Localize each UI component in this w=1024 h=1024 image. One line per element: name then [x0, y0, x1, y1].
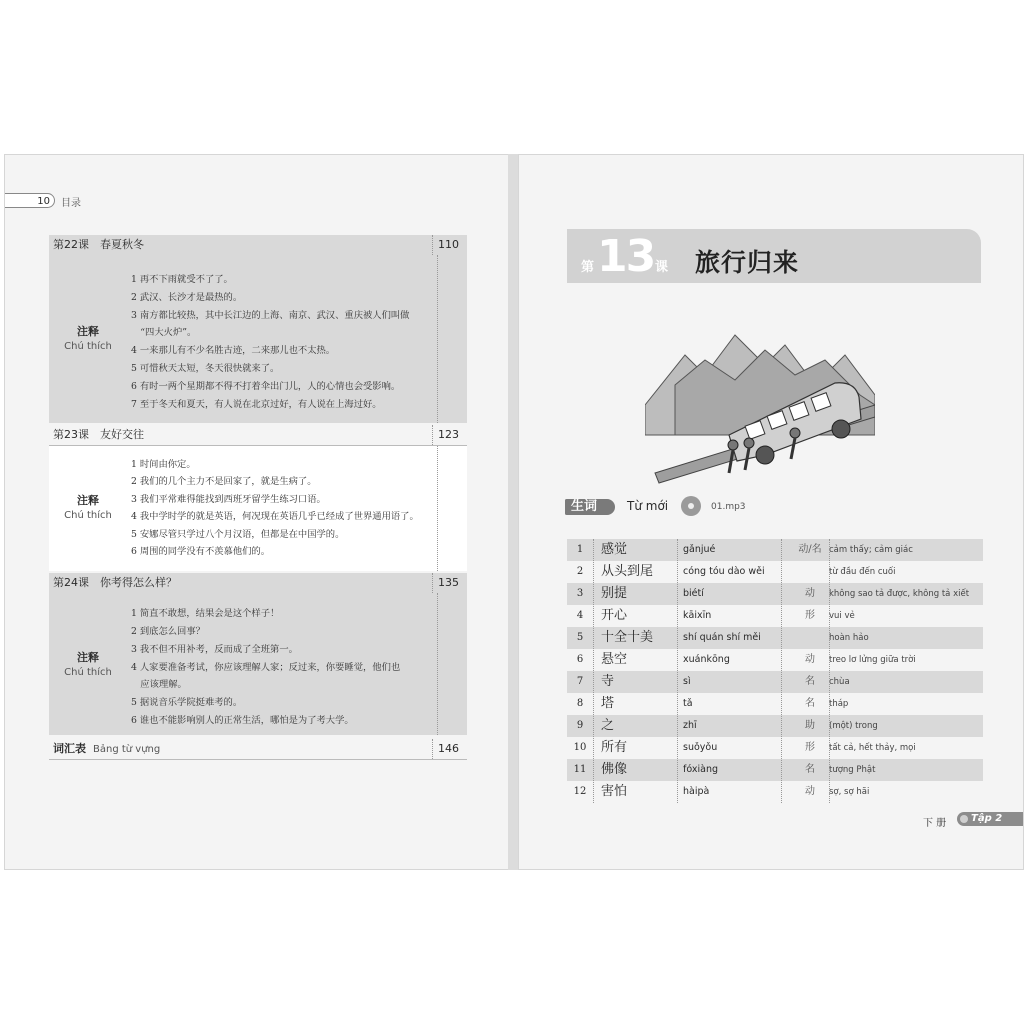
- vocab-hanzi: 之: [601, 718, 615, 733]
- notes-label: [49, 255, 128, 423]
- vocab-index: 10: [573, 742, 587, 753]
- left-page: [4, 154, 510, 870]
- notes-label: [49, 593, 128, 735]
- note-item: 5 安娜尽管只学过八个月汉语，但都是在中国学的。: [131, 529, 345, 540]
- vocab-pinyin: gǎnjué: [683, 544, 716, 555]
- page-section-label: 目录: [61, 198, 81, 209]
- vocab-pos: 动: [805, 786, 815, 797]
- toc-heading: [49, 425, 467, 446]
- vocab-row: [567, 605, 983, 627]
- toc-heading-title: 第24课 你考得怎么样？: [53, 576, 177, 589]
- book-spine: [508, 154, 518, 870]
- vocab-meaning: không sao tả được, không tả xiết: [829, 589, 970, 599]
- open-book: [4, 154, 1022, 870]
- vocab-row: [567, 693, 983, 715]
- note-item: 2 武汉、长沙才是最热的。: [131, 292, 243, 303]
- vocab-row: [567, 583, 983, 605]
- notes-label-zh: 注释: [77, 494, 99, 507]
- volume-badge: Tập 2: [957, 812, 1023, 826]
- toc-heading-page: 135: [438, 576, 459, 589]
- vocab-hanzi: 十全十美: [601, 630, 654, 645]
- right-page: [518, 154, 1024, 870]
- note-item: 6 周围的同学没有不羡慕他们的。: [131, 546, 271, 557]
- page-number: 10: [5, 193, 55, 208]
- vocab-pinyin: hàipà: [683, 786, 710, 797]
- vocab-pos: [785, 627, 835, 649]
- vocab-meaning: hoàn hảo: [829, 633, 869, 643]
- vocab-meaning: chùa: [829, 677, 850, 687]
- vocab-section-title: Từ mới: [627, 499, 669, 513]
- note-item: 应该理解。: [131, 679, 187, 690]
- toc-notes: [49, 446, 467, 571]
- toc-heading-title: 第23课 友好交往: [53, 428, 144, 441]
- lesson-suffix: 课: [655, 260, 669, 275]
- toc-heading: [49, 235, 467, 256]
- notes-list: [127, 446, 437, 571]
- vocab-pos: 动: [805, 654, 815, 665]
- vocab-row: [567, 627, 983, 649]
- note-item: 5 可惜秋天太短，冬天很快就来了。: [131, 363, 280, 374]
- notes-label-zh: 注释: [77, 325, 99, 338]
- vocab-pos: 助: [805, 720, 815, 731]
- vocab-hanzi: 从头到尾: [601, 564, 654, 579]
- note-item: 4 人家要准备考试，你应该理解人家；反过来，你要睡觉，他们也: [131, 662, 401, 673]
- audio-filename[interactable]: 01.mp3: [711, 502, 746, 512]
- lesson-prefix: 第: [581, 260, 595, 275]
- vocab-pos: 形: [805, 610, 815, 621]
- notes-list: [127, 593, 437, 735]
- notes-label-vi: Chú thích: [64, 667, 112, 678]
- vocab-pinyin: cóng tóu dào wěi: [683, 566, 765, 577]
- notes-list: [127, 255, 437, 423]
- note-item: 2 到底怎么回事？: [131, 626, 205, 637]
- vocab-meaning: (một) trong: [829, 721, 878, 731]
- toc-notes: [49, 593, 467, 735]
- note-item: 1 时间由你定。: [131, 459, 196, 470]
- note-item: 5 据说音乐学院挺难考的。: [131, 697, 243, 708]
- vocab-index: 7: [576, 676, 584, 687]
- vocab-hanzi: 所有: [601, 740, 628, 755]
- notes-label-zh: 注释: [77, 651, 99, 664]
- vocab-index: 11: [573, 764, 587, 775]
- toc-heading-page: 110: [438, 238, 459, 251]
- note-item: 6 谁也不能影响别人的正常生活，哪怕是为了考大学。: [131, 715, 354, 726]
- vocab-index: 8: [576, 698, 584, 709]
- vocab-hanzi: 佛像: [601, 762, 628, 777]
- toc-heading-title: 第22课 春夏秋冬: [53, 238, 144, 251]
- vocab-pinyin: shí quán shí měi: [683, 632, 761, 643]
- vocab-pos: 动: [805, 588, 815, 599]
- vocab-row: [567, 561, 983, 583]
- cd-icon[interactable]: [681, 496, 701, 516]
- toc-notes: [49, 255, 467, 423]
- vocab-pos: [785, 561, 835, 583]
- column-divider: [781, 539, 782, 803]
- vocab-pinyin: kāixīn: [683, 610, 712, 621]
- note-item: 3 南方都比较热，其中长江边的上海、南京、武汉、重庆被人们叫做: [131, 310, 410, 321]
- vocab-row: [567, 539, 983, 561]
- vocab-meaning: treo lơ lửng giữa trời: [829, 655, 916, 665]
- vocab-pos: 名: [805, 698, 815, 709]
- vocab-pinyin: xuánkōng: [683, 654, 730, 665]
- lesson-title: 旅行归来: [695, 248, 800, 277]
- vocab-section-tag: 生词: [565, 499, 615, 515]
- vocab-pinyin: tǎ: [683, 698, 693, 709]
- notes-label: [49, 446, 128, 571]
- notes-label-vi: Chú thích: [64, 341, 112, 352]
- vocab-table: [567, 539, 983, 803]
- lesson-title-band: [567, 229, 981, 283]
- note-item: 1 简直不敢想，结果会是这个样子！: [131, 608, 280, 619]
- vocab-hanzi: 害怕: [601, 784, 628, 799]
- vocab-index: 3: [576, 588, 584, 599]
- vocab-row: [567, 737, 983, 759]
- vocab-hanzi: 感觉: [601, 542, 628, 557]
- vocab-hanzi: 寺: [601, 674, 615, 689]
- vocab-pos: 名: [805, 764, 815, 775]
- vocab-pinyin: biétí: [683, 588, 704, 599]
- note-item: 2 我们的几个主力不是回家了，就是生病了。: [131, 476, 317, 487]
- note-item: 3 我们平常难得能找到西班牙留学生练习口语。: [131, 494, 326, 505]
- vocab-index: 12: [573, 786, 587, 797]
- vocab-pos: 动/名: [798, 544, 822, 555]
- vocab-pos: 名: [805, 676, 815, 687]
- toc-heading-title: 词汇表 Bảng từ vựng: [53, 742, 161, 755]
- vocab-hanzi: 开心: [601, 608, 628, 623]
- vocab-meaning: cảm thấy; cảm giác: [829, 545, 913, 555]
- vocab-index: 1: [576, 544, 584, 555]
- vocab-pinyin: sì: [683, 676, 691, 687]
- volume-label: 下 册: [923, 818, 947, 829]
- column-divider: [593, 539, 594, 803]
- vocab-index: 2: [576, 566, 584, 577]
- bus-illustration: [645, 305, 875, 485]
- note-item: “四大火炉”。: [131, 327, 197, 338]
- vocab-pos: 形: [805, 742, 815, 753]
- vocab-index: 9: [576, 720, 584, 731]
- vocab-index: 6: [576, 654, 584, 665]
- vocab-row: [567, 715, 983, 737]
- note-item: 4 我中学时学的就是英语，何况现在英语几乎已经成了世界通用语了。: [131, 511, 419, 522]
- column-divider: [829, 539, 830, 803]
- lesson-number: 13: [597, 231, 655, 282]
- note-item: 7 至于冬天和夏天，有人说在北京过好，有人说在上海过好。: [131, 399, 382, 410]
- vocab-meaning: tượng Phật: [829, 765, 876, 775]
- vocab-hanzi: 塔: [601, 696, 615, 711]
- vocab-row: [567, 649, 983, 671]
- note-item: 4 一来那儿有不少名胜古迹，二来那儿也不太热。: [131, 345, 336, 356]
- vocab-pinyin: suǒyǒu: [683, 742, 718, 753]
- vocab-meaning: sợ, sợ hãi: [829, 787, 870, 797]
- vocab-meaning: từ đầu đến cuối: [829, 567, 896, 577]
- vocab-hanzi: 悬空: [601, 652, 628, 667]
- column-divider: [677, 539, 678, 803]
- vocab-meaning: vui vẻ: [829, 611, 855, 621]
- vocab-hanzi: 别提: [601, 586, 628, 601]
- vocab-index: 5: [576, 632, 584, 643]
- note-item: 1 再不下雨就受不了了。: [131, 274, 233, 285]
- note-item: 6 有时一两个星期都不得不打着伞出门儿，人的心情也会受影响。: [131, 381, 401, 392]
- toc-heading-page: 123: [438, 428, 459, 441]
- toc-heading: [49, 739, 467, 760]
- toc-heading-page: 146: [438, 742, 459, 755]
- vocab-pinyin: zhī: [683, 720, 697, 731]
- vocab-row: [567, 671, 983, 693]
- note-item: 3 我不但不用补考，反而成了全班第一。: [131, 644, 298, 655]
- vocab-meaning: tháp: [829, 699, 849, 709]
- notes-label-vi: Chú thích: [64, 510, 112, 521]
- vocab-row: [567, 781, 983, 803]
- vocab-row: [567, 759, 983, 781]
- vocab-meaning: tất cả, hết thảy, mọi: [829, 743, 916, 753]
- toc-heading: [49, 573, 467, 594]
- vocab-index: 4: [576, 610, 584, 621]
- vocab-pinyin: fóxiàng: [683, 764, 718, 775]
